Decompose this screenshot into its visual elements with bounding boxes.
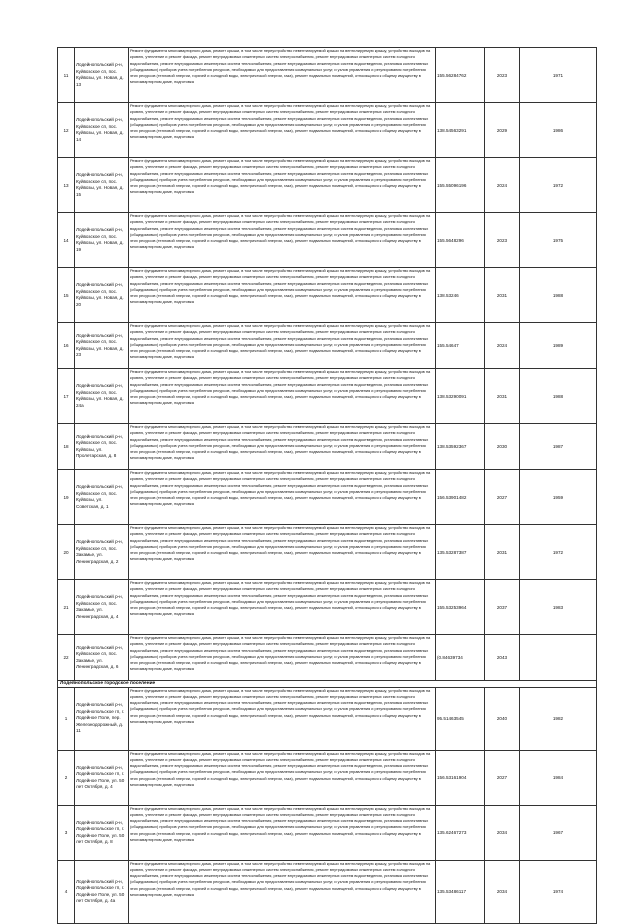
table-row: [58, 635, 597, 681]
work-text: Ремонт фундамента многоквартирного дома, ремонт крыши, в том числе переустройство невентилируемой крыши на вентилируемую крышу, устройство выходов на кровлю, утепление и ремонт фасада, ремонт внутридомовых инженерных систем электроснабжения, ремонт внутридомовых инженерных систем холодного водоснабжения, ремонт внутридомовых инженерных систем теплоснабжения, ремонт внутридомовых инженерных систем водоотведения, установка коллективных (общедомовых) приборов учета потребления ресурсов, необходимых для предоставления коммунальных услуг, и узлов управления и регулирования потребления этих ресурсов (тепловой энергии, горячей и холодной воды, электрической энергии, газа), ремонт подвальных помещений, относящихся к общему имуществу в многоквартирном доме, подготовка: [130, 103, 431, 140]
row-cost: 156.53161904: [436, 750, 485, 805]
work-text: Ремонт фундамента многоквартирного дома, ремонт крыши, в том числе переустройство невентилируемой крыши на вентилируемую крышу, устройство выходов на кровлю, утепление и ремонт фасада, ремонт внутридомовых инженерных систем электроснабжения, ремонт внутридомовых инженерных систем холодного водоснабжения, ремонт внутридомовых инженерных систем теплоснабжения, ремонт внутридомовых инженерных систем водоотведения, установка коллективных (общедомовых) приборов учета потребления ресурсов, необходимых для предоставления коммунальных услуг, и узлов управления и регулирования потребления этих ресурсов (тепловой энергии, горячей и холодной воды, электрической энергии, газа), ремонт подвальных помещений, относящихся к общему имуществу в многоквартирном доме, подготовка: [130, 158, 431, 195]
row-last-year: 1959: [520, 470, 597, 525]
row-work-description: [129, 369, 436, 424]
row-number: 19: [58, 470, 75, 525]
row-address: Лодейнопольский р-н, Куйвозское сп, пос. Куйвозы, ул. Новая, д. 23: [75, 323, 129, 369]
work-text: Ремонт фундамента многоквартирного дома, ремонт крыши, в том числе переустройство невентилируемой крыши на вентилируемую крышу, устройство выходов на кровлю, утепление и ремонт фасада, ремонт внутридомовых инженерных систем электроснабжения, ремонт внутридомовых инженерных систем холодного водоснабжения, ремонт внутридомовых инженерных систем теплоснабжения, ремонт внутридомовых инженерных систем водоотведения, установка коллективных (общедомовых) приборов учета потребления ресурсов, необходимых для предоставления коммунальных услуг, и узлов управления и регулирования потребления этих ресурсов (тепловой энергии, горячей и холодной воды, электрической энергии, газа), ремонт подвальных помещений, относящихся к общему имуществу в многоквартирном доме, подготовка: [130, 525, 431, 562]
row-cost: 155.55096196: [436, 158, 485, 213]
row-work-description: [129, 470, 436, 525]
row-last-year: 1972: [520, 158, 597, 213]
row-number: 11: [58, 48, 75, 103]
row-number: 17: [58, 369, 75, 424]
row-number: 22: [58, 635, 75, 681]
row-work-description: [129, 687, 436, 750]
row-last-year: 1988: [520, 268, 597, 323]
row-work-description: [129, 268, 436, 323]
row-address: Лодейнопольский р-н, Куйвозское сп, пос. Куйвозы, ул. Новая, д. 24а: [75, 369, 129, 424]
row-last-year: 1988: [520, 369, 597, 424]
row-number: 13: [58, 158, 75, 213]
work-text: Ремонт фундамента многоквартирного дома, ремонт крыши, в том числе переустройство невентилируемой крыши на вентилируемую крышу, устройство выходов на кровлю, утепление и ремонт фасада, ремонт внутридомовых инженерных систем электроснабжения, ремонт внутридомовых инженерных систем холодного водоснабжения, ремонт внутридомовых инженерных систем теплоснабжения, ремонт внутридомовых инженерных систем водоотведения, установка коллективных (общедомовых) приборов учета потребления ресурсов, необходимых для предоставления коммунальных услуг, и узлов управления и регулирования потребления этих ресурсов (тепловой энергии, горячей и холодной воды, электрической энергии, газа), ремонт подвальных помещений, относящихся к общему имуществу в многоквартирном доме, подготовка: [130, 268, 431, 305]
row-work-description: [129, 860, 436, 923]
row-last-year: [520, 635, 597, 681]
table-row: [58, 103, 597, 158]
row-planned-year: 2040: [485, 687, 520, 750]
row-last-year: 1974: [520, 860, 597, 923]
work-text: Ремонт фундамента многоквартирного дома, ремонт крыши, в том числе переустройство невентилируемой крыши на вентилируемую крышу, устройство выходов на кровлю, утепление и ремонт фасада, ремонт внутридомовых инженерных систем электроснабжения, ремонт внутридомовых инженерных систем холодного водоснабжения, ремонт внутридомовых инженерных систем теплоснабжения, ремонт внутридомовых инженерных систем водоотведения, установка коллективных (общедомовых) приборов учета потребления ресурсов, необходимых для предоставления коммунальных услуг, и узлов управления и регулирования потребления этих ресурсов (тепловой энергии, горячей и холодной воды, электрической энергии, газа), ремонт подвальных помещений, относящихся к общему имуществу в многоквартирном доме, подготовка: [130, 805, 431, 842]
row-planned-year: 2034: [485, 860, 520, 923]
row-work-description: [129, 103, 436, 158]
row-planned-year: 2024: [485, 158, 520, 213]
row-cost: 156.53901482: [436, 470, 485, 525]
row-address: Лодейнопольский р-н, Куйвозское сп, пос. Куйвозы, ул. Новая, д. 13: [75, 48, 129, 103]
work-text: Ремонт фундамента многоквартирного дома, ремонт крыши, в том числе переустройство невентилируемой крыши на вентилируемую крышу, устройство выходов на кровлю, утепление и ремонт фасада, ремонт внутридомовых инженерных систем электроснабжения, ремонт внутридомовых инженерных систем холодного водоснабжения, ремонт внутридомовых инженерных систем теплоснабжения, ремонт внутридомовых инженерных систем водоотведения, установка коллективных (общедомовых) приборов учета потребления ресурсов, необходимых для предоставления коммунальных услуг, и узлов управления и регулирования потребления этих ресурсов (тепловой энергии, горячей и холодной воды, электрической энергии, газа), ремонт подвальных помещений, относящихся к общему имуществу в многоквартирном доме, подготовка: [130, 687, 431, 724]
row-planned-year: 2027: [485, 470, 520, 525]
row-last-year: 1972: [520, 525, 597, 580]
row-address: Лодейнопольский р-н, Куйвозское сп, пос. Закамье, ул. Ленинградская, д. 4: [75, 580, 129, 635]
row-cost: 95.51463545: [436, 687, 485, 750]
row-cost: 155.5648296: [436, 213, 485, 268]
table-row: [58, 213, 597, 268]
row-planned-year: 2034: [485, 805, 520, 860]
row-last-year: 1983: [520, 580, 597, 635]
table-row: [58, 750, 597, 805]
row-work-description: [129, 48, 436, 103]
row-number: 21: [58, 580, 75, 635]
row-planned-year: 2024: [485, 323, 520, 369]
work-text: Ремонт фундамента многоквартирного дома, ремонт крыши, в том числе переустройство невентилируемой крыши на вентилируемую крышу, устройство выходов на кровлю, утепление и ремонт фасада, ремонт внутридомовых инженерных систем электроснабжения, ремонт внутридомовых инженерных систем холодного водоснабжения, ремонт внутридомовых инженерных систем теплоснабжения, ремонт внутридомовых инженерных систем водоотведения, установка коллективных (общедомовых) приборов учета потребления ресурсов, необходимых для предоставления коммунальных услуг, и узлов управления и регулирования потребления этих ресурсов (тепловой энергии, горячей и холодной воды, электрической энергии, газа), ремонт подвальных помещений, относящихся к общему имуществу в многоквартирном доме, подготовка: [130, 213, 431, 250]
row-planned-year: 2031: [485, 525, 520, 580]
row-cost: 138.53246: [436, 268, 485, 323]
row-address: Лодейнопольский р-н, Лодейнопольское гп, г. Лодейное Поле, ул. 50 лет Октября, д. 8: [75, 805, 129, 860]
row-planned-year: 2023: [485, 48, 520, 103]
row-address: Лодейнопольский р-н, Куйвозское сп, пос. Закамье, ул. Ленинградская, д. 2: [75, 525, 129, 580]
row-address: Лодейнопольский р-н, Куйвозское сп, пос. Куйвозы, ул. Новая, д. 19: [75, 213, 129, 268]
row-cost: (0.84639734: [436, 635, 485, 681]
row-number: 20: [58, 525, 75, 580]
row-cost: 138.53592367: [436, 424, 485, 470]
row-address: Лодейнопольский р-н, Куйвозское сп, пос. Закамье, ул. Ленинградская, д. 6: [75, 635, 129, 681]
work-text: Ремонт фундамента многоквартирного дома, ремонт крыши, в том числе переустройство невентилируемой крыши на вентилируемую крышу, устройство выходов на кровлю, утепление и ремонт фасада, ремонт внутридомовых инженерных систем электроснабжения, ремонт внутридомовых инженерных систем холодного водоснабжения, ремонт внутридомовых инженерных систем теплоснабжения, ремонт внутридомовых инженерных систем водоотведения, установка коллективных (общедомовых) приборов учета потребления ресурсов, необходимых для предоставления коммунальных услуг, и узлов управления и регулирования потребления этих ресурсов (тепловой энергии, горячей и холодной воды, электрической энергии, газа), ремонт подвальных помещений, относящихся к общему имуществу в многоквартирном доме, подготовка: [130, 580, 431, 617]
row-work-description: [129, 424, 436, 470]
table-row: [58, 323, 597, 369]
row-cost: 135.62467273: [436, 805, 485, 860]
table-row: [58, 687, 597, 750]
row-number: 15: [58, 268, 75, 323]
row-last-year: 1986: [520, 103, 597, 158]
row-number: 4: [58, 860, 75, 923]
table-row: [58, 369, 597, 424]
row-number: 14: [58, 213, 75, 268]
row-cost: 135.53287387: [436, 525, 485, 580]
row-last-year: 1989: [520, 323, 597, 369]
table-row: [58, 470, 597, 525]
work-text: Ремонт фундамента многоквартирного дома, ремонт крыши, в том числе переустройство невентилируемой крыши на вентилируемую крышу, устройство выходов на кровлю, утепление и ремонт фасада, ремонт внутридомовых инженерных систем электроснабжения, ремонт внутридомовых инженерных систем холодного водоснабжения, ремонт внутридомовых инженерных систем теплоснабжения, ремонт внутридомовых инженерных систем водоотведения, установка коллективных (общедомовых) приборов учета потребления ресурсов, необходимых для предоставления коммунальных услуг, и узлов управления и регулирования потребления этих ресурсов (тепловой энергии, горячей и холодной воды, электрической энергии, газа), ремонт подвальных помещений, относящихся к общему имуществу в многоквартирном доме, подготовка: [130, 323, 431, 360]
row-cost: 135.53486117: [436, 860, 485, 923]
row-planned-year: 2030: [485, 424, 520, 470]
work-text: Ремонт фундамента многоквартирного дома, ремонт крыши, в том числе переустройство невентилируемой крыши на вентилируемую крышу, устройство выходов на кровлю, утепление и ремонт фасада, ремонт внутридомовых инженерных систем электроснабжения, ремонт внутридомовых инженерных систем холодного водоснабжения, ремонт внутридомовых инженерных систем теплоснабжения, ремонт внутридомовых инженерных систем водоотведения, установка коллективных (общедомовых) приборов учета потребления ресурсов, необходимых для предоставления коммунальных услуг, и узлов управления и регулирования потребления этих ресурсов (тепловой энергии, горячей и холодной воды, электрической энергии, газа), ремонт подвальных помещений, относящихся к общему имуществу в многоквартирном доме, подготовка: [130, 750, 431, 787]
table-row: [58, 48, 597, 103]
row-planned-year: 2027: [485, 750, 520, 805]
row-planned-year: 2031: [485, 369, 520, 424]
row-work-description: [129, 158, 436, 213]
work-text: Ремонт фундамента многоквартирного дома, ремонт крыши, в том числе переустройство невентилируемой крыши на вентилируемую крышу, устройство выходов на кровлю, утепление и ремонт фасада, ремонт внутридомовых инженерных систем электроснабжения, ремонт внутридомовых инженерных систем холодного водоснабжения, ремонт внутридомовых инженерных систем теплоснабжения, ремонт внутридомовых инженерных систем водоотведения, установка коллективных (общедомовых) приборов учета потребления ресурсов, необходимых для предоставления коммунальных услуг, и узлов управления и регулирования потребления этих ресурсов (тепловой энергии, горячей и холодной воды, электрической энергии, газа), ремонт подвальных помещений, относящихся к общему имуществу в многоквартирном доме, подготовка: [130, 635, 431, 672]
row-address: Лодейнопольский р-н, Куйвозское сп, пос. Куйвозы, ул. Советская, д. 1: [75, 470, 129, 525]
table-row: [58, 158, 597, 213]
row-address: Лодейнопольский р-н, Куйвозское сп, пос. Куйвозы, ул. Новая, д. 15: [75, 158, 129, 213]
row-cost: 138.53290091: [436, 369, 485, 424]
row-planned-year: 2037: [485, 580, 520, 635]
row-number: 1: [58, 687, 75, 750]
row-address: Лодейнопольский р-н, Куйвозское сп, пос. Куйвозы, ул. Новая, д. 20: [75, 268, 129, 323]
row-last-year: 1967: [520, 805, 597, 860]
row-cost: 155.53253964: [436, 580, 485, 635]
row-last-year: 1982: [520, 687, 597, 750]
row-cost: 155.54647: [436, 323, 485, 369]
row-work-description: [129, 635, 436, 681]
row-address: Лодейнопольский р-н, Лодейнопольское гп, г. Лодейное Поле, ул. 50 лет Октября, д. 4: [75, 750, 129, 805]
work-text: Ремонт фундамента многоквартирного дома, ремонт крыши, в том числе переустройство невентилируемой крыши на вентилируемую крышу, устройство выходов на кровлю, утепление и ремонт фасада, ремонт внутридомовых инженерных систем электроснабжения, ремонт внутридомовых инженерных систем холодного водоснабжения, ремонт внутридомовых инженерных систем теплоснабжения, ремонт внутридомовых инженерных систем водоотведения, установка коллективных (общедомовых) приборов учета потребления ресурсов, необходимых для предоставления коммунальных услуг, и узлов управления и регулирования потребления этих ресурсов (тепловой энергии, горячей и холодной воды, электрической энергии, газа), ремонт подвальных помещений, относящихся к общему имуществу в многоквартирном доме, подготовка: [130, 424, 431, 461]
row-last-year: 1984: [520, 750, 597, 805]
table-body-lodeynoe-pole: [58, 687, 597, 923]
row-work-description: [129, 213, 436, 268]
work-text: Ремонт фундамента многоквартирного дома, ремонт крыши, в том числе переустройство невентилируемой крыши на вентилируемую крышу, устройство выходов на кровлю, утепление и ремонт фасада, ремонт внутридомовых инженерных систем электроснабжения, ремонт внутридомовых инженерных систем холодного водоснабжения, ремонт внутридомовых инженерных систем теплоснабжения, ремонт внутридомовых инженерных систем водоотведения, установка коллективных (общедомовых) приборов учета потребления ресурсов, необходимых для предоставления коммунальных услуг, и узлов управления и регулирования потребления этих ресурсов (тепловой энергии, горячей и холодной воды, электрической энергии, газа), ремонт подвальных помещений, относящихся к общему имуществу в многоквартирном доме, подготовка: [130, 470, 431, 507]
row-number: 18: [58, 424, 75, 470]
row-number: 12: [58, 103, 75, 158]
row-work-description: [129, 580, 436, 635]
work-text: Ремонт фундамента многоквартирного дома, ремонт крыши, в том числе переустройство невентилируемой крыши на вентилируемую крышу, устройство выходов на кровлю, утепление и ремонт фасада, ремонт внутридомовых инженерных систем электроснабжения, ремонт внутридомовых инженерных систем холодного водоснабжения, ремонт внутридомовых инженерных систем теплоснабжения, ремонт внутридомовых инженерных систем водоотведения, установка коллективных (общедомовых) приборов учета потребления ресурсов, необходимых для предоставления коммунальных услуг, и узлов управления и регулирования потребления этих ресурсов (тепловой энергии, горячей и холодной воды, электрической энергии, газа), ремонт подвальных помещений, относящихся к общему имуществу в многоквартирном доме, подготовка: [130, 48, 431, 85]
row-address: Лодейнопольский р-н, Лодейнопольское гп, г. Лодейное Поле, ул. 50 лет Октября, д. 4а: [75, 860, 129, 923]
row-number: 2: [58, 750, 75, 805]
row-work-description: [129, 323, 436, 369]
table-row: [58, 860, 597, 923]
row-planned-year: 2023: [485, 213, 520, 268]
row-work-description: [129, 525, 436, 580]
row-work-description: [129, 805, 436, 860]
table-row: [58, 525, 597, 580]
row-planned-year: 2043: [485, 635, 520, 681]
row-planned-year: 2031: [485, 268, 520, 323]
row-work-description: [129, 750, 436, 805]
work-text: Ремонт фундамента многоквартирного дома, ремонт крыши, в том числе переустройство невентилируемой крыши на вентилируемую крышу, устройство выходов на кровлю, утепление и ремонт фасада, ремонт внутридомовых инженерных систем электроснабжения, ремонт внутридомовых инженерных систем холодного водоснабжения, ремонт внутридомовых инженерных систем теплоснабжения, ремонт внутридомовых инженерных систем водоотведения, установка коллективных (общедомовых) приборов учета потребления ресурсов, необходимых для предоставления коммунальных услуг, и узлов управления и регулирования потребления этих ресурсов (тепловой энергии, горячей и холодной воды, электрической энергии, газа), ремонт подвальных помещений, относящихся к общему имуществу в многоквартирном доме, подготовка: [130, 860, 431, 897]
row-address: Лодейнопольский р-н, Куйвозское сп, пос. Куйвозы, ул. Новая, д. 14: [75, 103, 129, 158]
table-row: [58, 268, 597, 323]
row-last-year: 1987: [520, 424, 597, 470]
row-address: Лодейнопольский р-н, Лодейнопольское гп, г. Лодейное Поле, пер. Железнодорожный, д. 11: [75, 687, 129, 750]
table-row: [58, 424, 597, 470]
table-row: [58, 580, 597, 635]
row-cost: 155.56284762: [436, 48, 485, 103]
section-title: Лодейнопольское городское поселение: [58, 681, 597, 688]
work-text: Ремонт фундамента многоквартирного дома, ремонт крыши, в том числе переустройство невентилируемой крыши на вентилируемую крышу, устройство выходов на кровлю, утепление и ремонт фасада, ремонт внутридомовых инженерных систем электроснабжения, ремонт внутридомовых инженерных систем холодного водоснабжения, ремонт внутридомовых инженерных систем теплоснабжения, ремонт внутридомовых инженерных систем водоотведения, установка коллективных (общедомовых) приборов учета потребления ресурсов, необходимых для предоставления коммунальных услуг, и узлов управления и регулирования потребления этих ресурсов (тепловой энергии, горячей и холодной воды, электрической энергии, газа), ремонт подвальных помещений, относящихся к общему имуществу в многоквартирном доме, подготовка: [130, 369, 431, 406]
row-last-year: 1975: [520, 213, 597, 268]
row-planned-year: 2029: [485, 103, 520, 158]
table-body-kuivozy: [58, 48, 597, 681]
table-row: [58, 805, 597, 860]
capital-repair-table: [57, 47, 597, 924]
row-address: Лодейнопольский р-н, Куйвозское сп, пос. Куйвозы, ул. Пролетарская, д. 8: [75, 424, 129, 470]
row-last-year: 1971: [520, 48, 597, 103]
row-cost: 138.54563291: [436, 103, 485, 158]
row-number: 3: [58, 805, 75, 860]
row-number: 16: [58, 323, 75, 369]
